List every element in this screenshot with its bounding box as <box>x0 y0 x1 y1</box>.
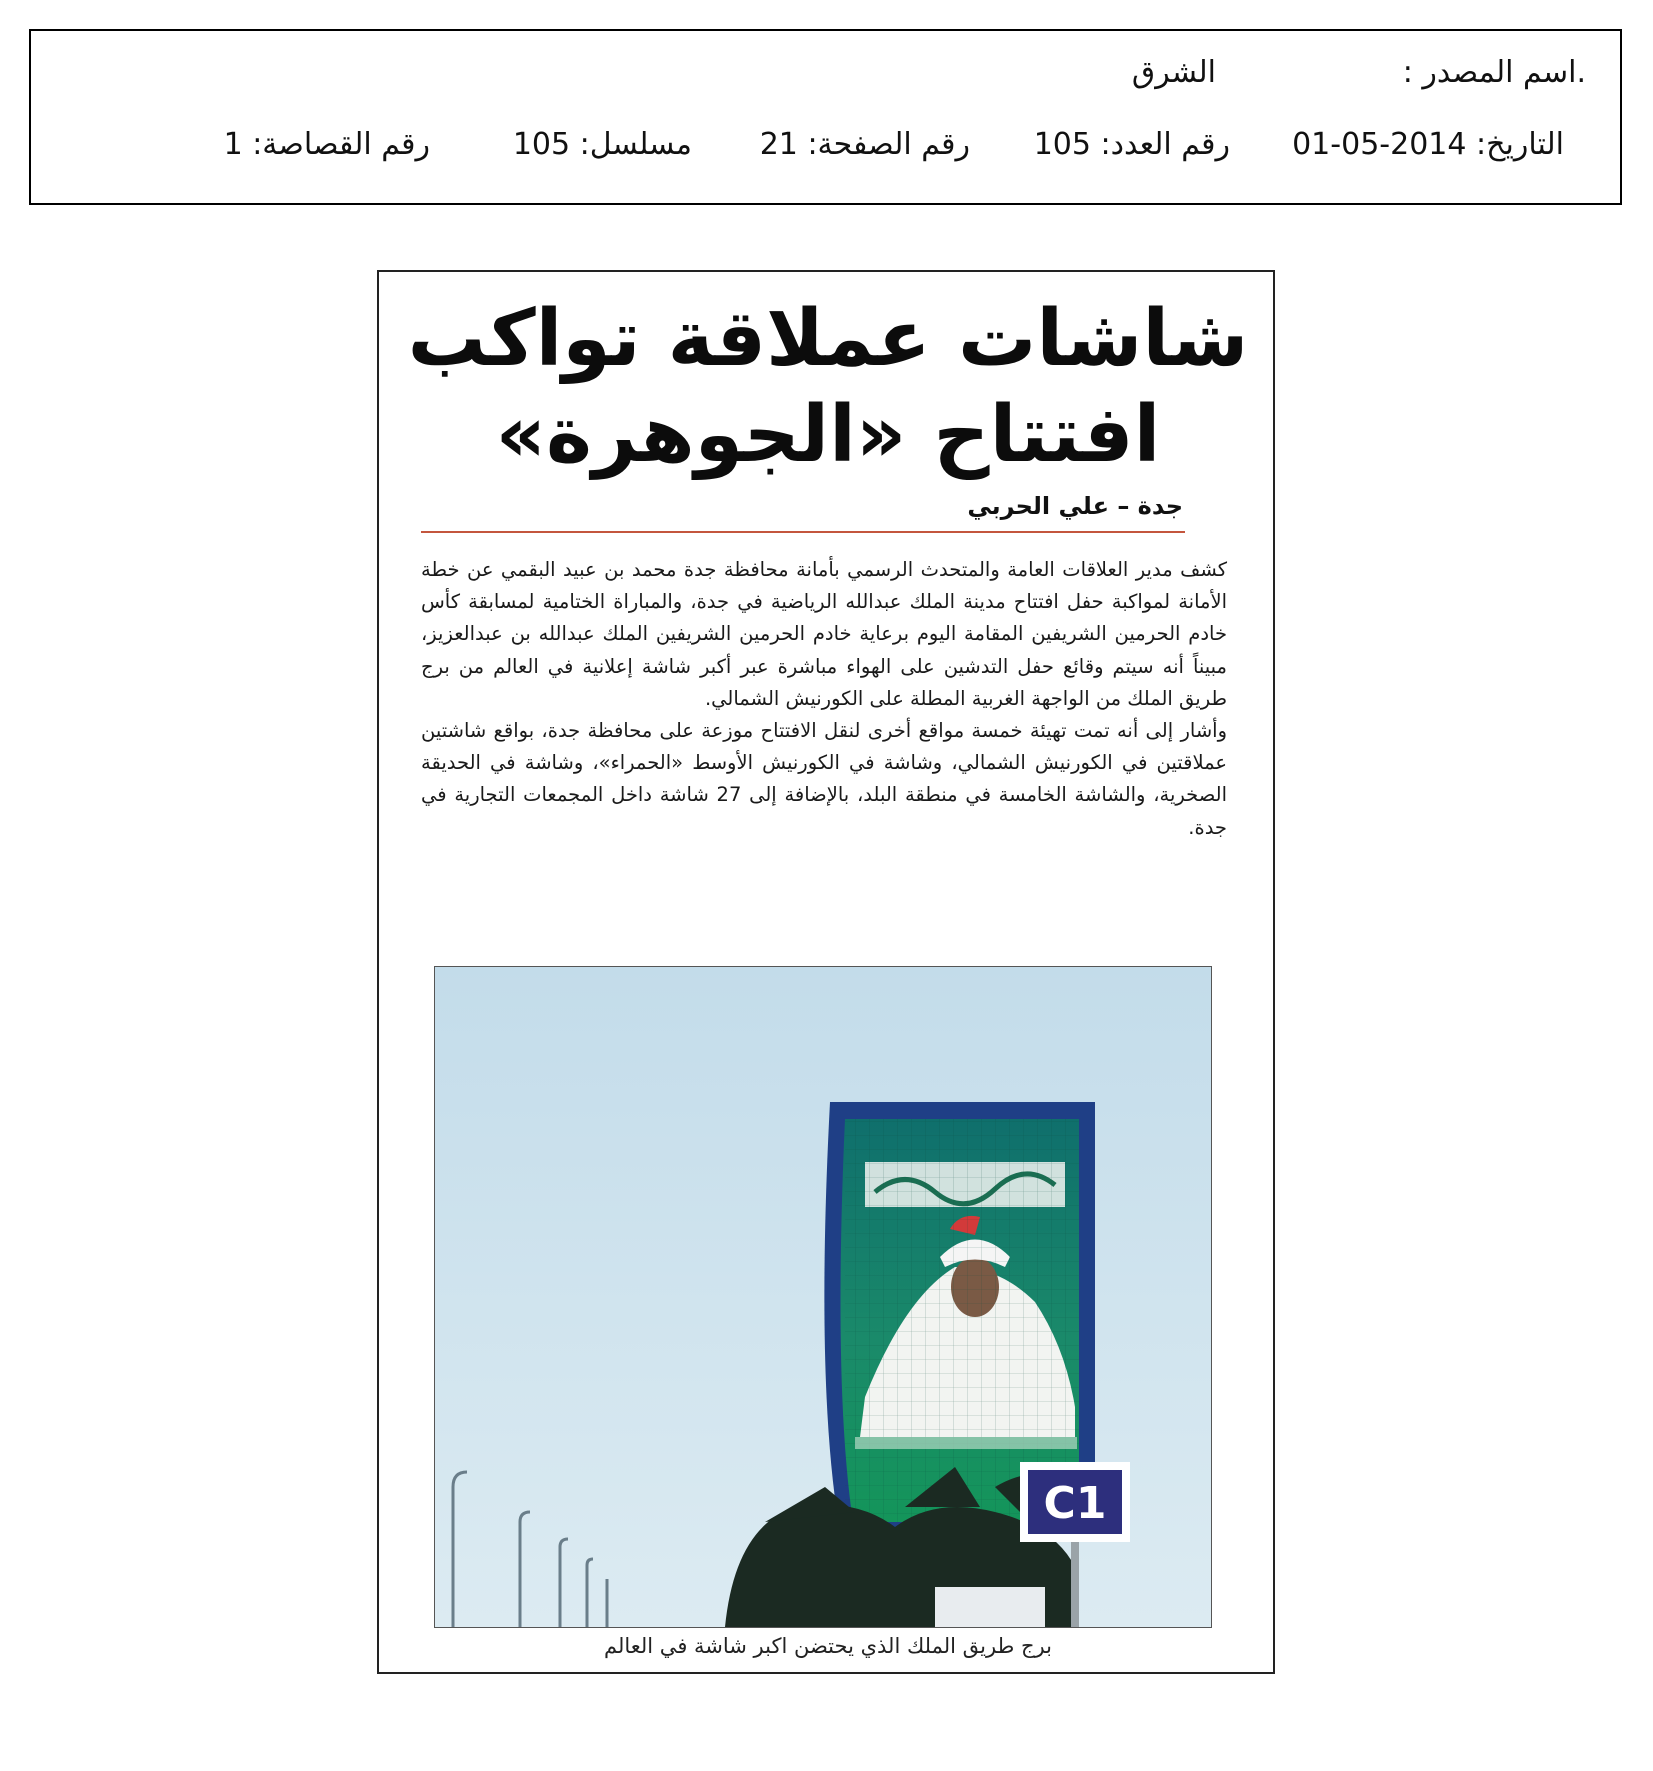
headline-line-2: افتتاح «الجوهرة» <box>495 390 1161 480</box>
newspaper-clipping <box>377 270 1275 1674</box>
issue-number-field: رقم العدد: 105 <box>1033 127 1230 162</box>
metadata-box <box>29 29 1622 205</box>
tower-photo <box>434 966 1212 1628</box>
article-body <box>421 554 1227 844</box>
headline-line-1: شاشات عملاقة تواكب <box>407 294 1249 384</box>
byline: جدة – علي الحربي <box>967 492 1183 520</box>
serial-field: مسلسل: 105 <box>512 127 692 162</box>
date-field: التاريخ: 2014-05-01 <box>1292 127 1564 162</box>
article-paragraph-2: وأشار إلى أنه تمت تهيئة خمسة مواقع أخرى لنقل الافتتاح موزعة على محافظة جدة، بواقع شاشتين عملاقتين في الكورنيش الشمالي، وشاشة في الكورنيش الأوسط «الحمراء»، وشاشة في الحديقة الصخرية، والشاشة الخامسة في منطقة البلد، بالإضافة إلى 27 شاشة داخل المجمعات التجارية في جدة. <box>421 719 1227 839</box>
highway-sign-text: C1 <box>1043 1478 1107 1529</box>
article-paragraph-1: كشف مدير العلاقات العامة والمتحدث الرسمي بأمانة محافظة جدة محمد بن عبيد البقمي عن خطة الأمانة لمواكبة حفل افتتاح مدينة الملك عبدالله الرياضية في جدة، والمباراة الختامية لمسابقة كأس خادم الحرمين الشريفين المقامة اليوم برعاية خادم الحرمين الشريفين الملك عبدالله بن عبدالعزيز، مبيناً أنه سيتم وقائع حفل التدشين على الهواء مباشرة عبر أكبر شاشة إعلانية في العالم من برج طريق الملك من الواجهة الغربية المطلة على الكورنيش الشمالي. <box>421 558 1227 710</box>
page-number-field: رقم الصفحة: 21 <box>759 127 970 162</box>
source-label: .اسم المصدر : <box>1402 55 1586 90</box>
photo-caption: برج طريق الملك الذي يحتضن اكبر شاشة في العالم <box>604 1634 1052 1658</box>
clip-number-field: رقم القصاصة: 1 <box>223 127 430 162</box>
tower-photo-illustration <box>435 967 1211 1627</box>
byline-divider <box>421 531 1185 533</box>
source-value: الشرق <box>1131 55 1216 90</box>
